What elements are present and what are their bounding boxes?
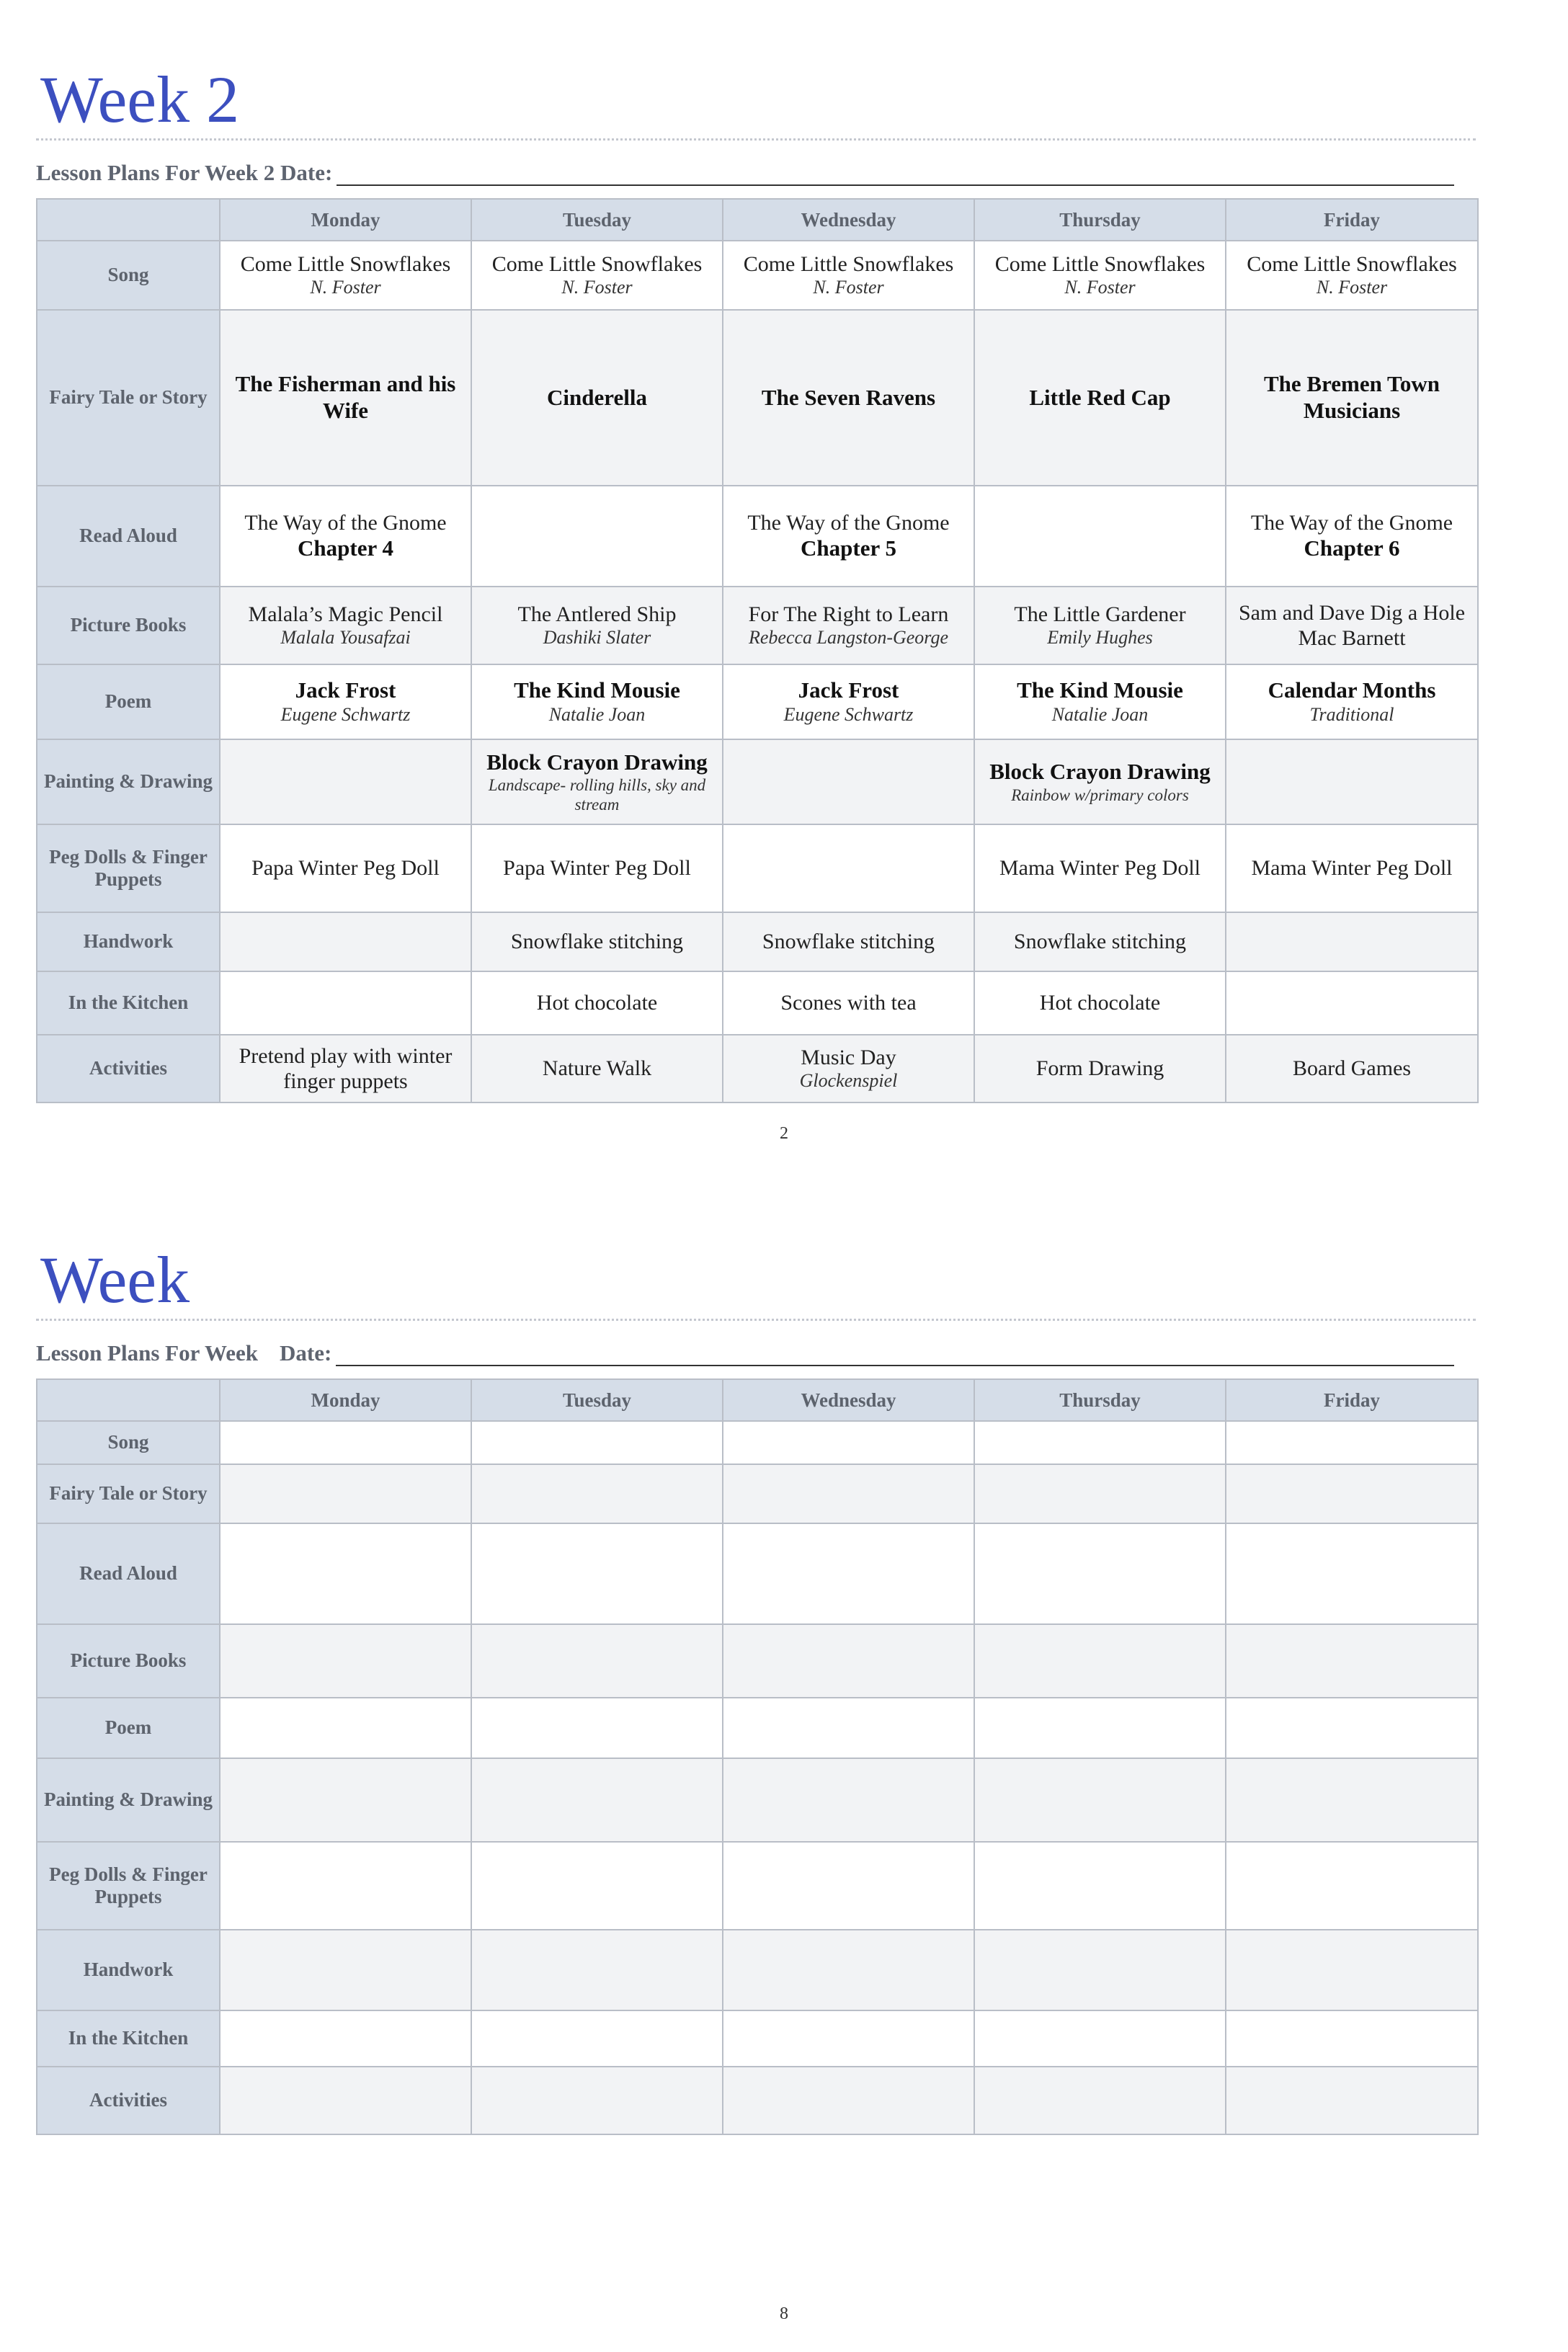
plan-cell[interactable] [220,310,471,486]
row-label: Activities [37,2067,220,2134]
empty-plan-cell[interactable] [220,1421,471,1464]
table-row [37,912,1478,971]
date-field[interactable] [337,182,1454,186]
cell-bold-text: Chapter 5 [801,535,896,561]
blank-week-page [0,1175,1568,2352]
empty-plan-cell[interactable] [220,2067,471,2134]
empty-plan-cell[interactable] [723,1842,974,1930]
empty-plan-cell[interactable] [471,2010,723,2067]
empty-plan-cell[interactable] [974,1421,1226,1464]
empty-plan-cell[interactable] [974,2067,1226,2134]
plan-cell[interactable] [974,912,1226,971]
empty-plan-cell[interactable] [1226,2067,1478,2134]
row-label: Song [37,241,220,310]
empty-plan-cell[interactable] [471,1421,723,1464]
plan-cell[interactable] [220,912,471,971]
blank-plan-label: Lesson Plans For Week [36,1340,259,1366]
cell-main-text: Come Little Snowflakes [994,251,1206,276]
plan-cell[interactable] [220,486,471,587]
blank-date-label: Date: [280,1340,332,1366]
cell-bold-text: The Kind Mousie [514,677,680,703]
cell-main-text: Hot chocolate [1039,991,1161,1015]
table-row [37,1698,1478,1758]
plan-cell[interactable] [471,310,723,486]
plan-cell[interactable] [723,912,974,971]
cell-main-text: For The Right to Learn [748,602,949,626]
cell-sub-text: N. Foster [1064,277,1136,298]
table-row [37,824,1478,912]
cell-main-text: Nature Walk [542,1056,652,1081]
plan-cell[interactable] [220,587,471,664]
table-row [37,1758,1478,1842]
cell-main-text: Snowflake stitching [1013,930,1187,954]
empty-plan-cell[interactable] [1226,1758,1478,1842]
empty-plan-cell[interactable] [471,1842,723,1930]
plan-cell[interactable] [220,971,471,1035]
cell-sub-text: Dashiki Slater [543,627,651,649]
blank-week-title: Week [40,1243,190,1317]
empty-plan-cell[interactable] [471,1758,723,1842]
week2-page [0,0,1568,1175]
empty-plan-cell[interactable] [220,1523,471,1624]
empty-plan-cell[interactable] [974,2010,1226,2067]
plan-cell[interactable] [1226,486,1478,587]
empty-plan-cell[interactable] [220,1758,471,1842]
table-row [37,310,1478,486]
plan-cell[interactable] [471,486,723,587]
empty-plan-cell[interactable] [723,1464,974,1523]
plan-cell[interactable] [1226,971,1478,1035]
table-row [37,971,1478,1035]
cell-main-text: Snowflake stitching [762,930,935,954]
empty-plan-cell[interactable] [723,1523,974,1624]
divider [36,1319,1476,1321]
cell-small-text: Landscape- rolling hills, sky and stream [488,776,706,814]
plan-cell[interactable] [974,486,1226,587]
page-number: 8 [780,2304,788,2323]
plan-cell[interactable] [471,824,723,912]
cell-sub-text: Traditional [1309,703,1394,725]
cell-bold-text: The Bremen Town Musicians [1263,371,1440,423]
plan-cell[interactable] [1226,241,1478,310]
empty-plan-cell[interactable] [220,1464,471,1523]
empty-plan-cell[interactable] [1226,1930,1478,2010]
cell-sub-text: Natalie Joan [548,703,646,725]
empty-plan-cell[interactable] [471,1523,723,1624]
cell-bold-text: Chapter 6 [1304,535,1400,561]
cell-bold-text: Jack Frost [295,677,396,703]
empty-plan-cell[interactable] [974,1698,1226,1758]
plan-cell[interactable] [471,912,723,971]
cell-main-text: Come Little Snowflakes [743,251,954,276]
table-row [37,1930,1478,2010]
plan-cell[interactable] [471,241,723,310]
blank-week-lesson-table [36,1378,1479,2135]
plan-cell[interactable] [974,310,1226,486]
plan-cell[interactable] [220,1035,471,1102]
day-header: Tuesday [471,199,723,241]
row-label: Fairy Tale or Story [37,1464,220,1523]
table-row [37,587,1478,664]
table-row [37,486,1478,587]
page-number: 2 [780,1124,788,1143]
cell-sub-text: Eugene Schwartz [783,703,914,725]
table-row [37,1035,1478,1102]
cell-main-text: Papa Winter Peg Doll [503,856,691,881]
row-label: Read Aloud [37,1523,220,1624]
empty-plan-cell[interactable] [220,1842,471,1930]
empty-plan-cell[interactable] [471,1930,723,2010]
cell-main-text: Malala’s Magic Pencil [248,602,443,626]
cell-bold-text: Chapter 4 [298,535,393,561]
empty-plan-cell[interactable] [471,1464,723,1523]
cell-main2-text: Mac Barnett [1298,626,1406,650]
row-label: Painting & Drawing [37,1758,220,1842]
plan-cell[interactable] [471,739,723,824]
plan-cell[interactable] [1226,739,1478,824]
plan-cell[interactable] [471,664,723,739]
empty-plan-cell[interactable] [1226,1523,1478,1624]
cell-bold-text: The Kind Mousie [1017,677,1183,703]
row-label: Read Aloud [37,486,220,587]
cell-main-text: Come Little Snowflakes [240,251,451,276]
cell-main-text: Board Games [1292,1056,1412,1081]
empty-plan-cell[interactable] [723,1758,974,1842]
empty-plan-cell[interactable] [220,2010,471,2067]
cell-sub-text: N. Foster [310,277,381,298]
plan-cell[interactable] [1226,664,1478,739]
empty-plan-cell[interactable] [974,1624,1226,1698]
plan-cell[interactable] [723,1035,974,1102]
cell-main-text: Scones with tea [780,991,917,1015]
empty-plan-cell[interactable] [1226,1464,1478,1523]
day-header: Tuesday [471,1379,723,1421]
cell-main-text: Pretend play with winter finger puppets [239,1043,453,1093]
cell-bold-text: Little Red Cap [1029,384,1171,410]
table-row [37,739,1478,824]
cell-main-text: Come Little Snowflakes [491,251,703,276]
table-row [37,241,1478,310]
plan-cell[interactable] [723,664,974,739]
row-label: Peg Dolls & Finger Puppets [37,1842,220,1930]
week2-plan-label: Lesson Plans For Week 2 Date: [36,160,333,185]
plan-cell[interactable] [1226,912,1478,971]
cell-sub-text: Eugene Schwartz [280,703,411,725]
blank-week-date-line [36,1337,1454,1366]
empty-plan-cell[interactable] [974,1842,1226,1930]
day-header: Wednesday [723,1379,974,1421]
cell-main-text: Sam and Dave Dig a Hole [1238,600,1466,625]
table-row [37,664,1478,739]
plan-cell[interactable] [723,486,974,587]
row-label: Picture Books [37,1624,220,1698]
empty-plan-cell[interactable] [1226,1624,1478,1698]
cell-main-text: Snowflake stitching [510,930,684,954]
plan-cell[interactable] [471,1035,723,1102]
empty-plan-cell[interactable] [723,2067,974,2134]
cell-sub-text: Emily Hughes [1047,627,1153,649]
plan-cell[interactable] [723,587,974,664]
table-row [37,2067,1478,2134]
cell-bold-text: The Fisherman and his Wife [235,371,456,423]
empty-plan-cell[interactable] [723,1698,974,1758]
day-header: Monday [220,1379,471,1421]
plan-cell[interactable] [974,824,1226,912]
plan-cell[interactable] [974,241,1226,310]
plan-cell[interactable] [1226,310,1478,486]
plan-cell[interactable] [220,739,471,824]
plan-cell[interactable] [471,587,723,664]
empty-plan-cell[interactable] [723,1624,974,1698]
row-label: Painting & Drawing [37,739,220,824]
day-header: Monday [220,199,471,241]
cell-main-text: Mama Winter Peg Doll [1251,856,1453,881]
table-row [37,1624,1478,1698]
cell-small-text: Rainbow w/primary colors [1011,785,1189,804]
cell-bold-text: Calendar Months [1268,677,1436,703]
empty-plan-cell[interactable] [974,1758,1226,1842]
empty-plan-cell[interactable] [974,1464,1226,1523]
empty-plan-cell[interactable] [471,1624,723,1698]
row-label: In the Kitchen [37,2010,220,2067]
cell-sub-text: Glockenspiel [799,1070,898,1092]
plan-cell[interactable] [974,739,1226,824]
row-label: In the Kitchen [37,971,220,1035]
empty-plan-cell[interactable] [1226,1698,1478,1758]
plan-cell[interactable] [974,1035,1226,1102]
cell-main-text: Papa Winter Peg Doll [251,856,440,881]
divider [36,138,1476,141]
empty-plan-cell[interactable] [471,2067,723,2134]
date-field[interactable] [336,1362,1454,1366]
header-row [37,199,1478,241]
plan-cell[interactable] [974,971,1226,1035]
plan-cell[interactable] [1226,587,1478,664]
plan-cell[interactable] [471,971,723,1035]
empty-plan-cell[interactable] [723,2010,974,2067]
cell-main-text: The Way of the Gnome [1250,511,1453,535]
week2-date-line [36,157,1454,186]
table-row [37,1421,1478,1464]
row-label: Song [37,1421,220,1464]
cell-main-text: The Way of the Gnome [244,511,447,535]
week2-lesson-table [36,198,1479,1103]
day-header: Thursday [974,199,1226,241]
empty-plan-cell[interactable] [471,1698,723,1758]
plan-cell[interactable] [723,824,974,912]
day-header: Friday [1226,199,1478,241]
empty-plan-cell[interactable] [220,1930,471,2010]
corner-cell [37,199,220,241]
cell-sub-text: N. Foster [561,277,633,298]
plan-cell[interactable] [220,241,471,310]
plan-cell[interactable] [974,587,1226,664]
empty-plan-cell[interactable] [220,1698,471,1758]
empty-plan-cell[interactable] [723,1421,974,1464]
cell-bold-text: Jack Frost [798,677,899,703]
plan-cell[interactable] [723,310,974,486]
row-label: Handwork [37,1930,220,2010]
row-label: Fairy Tale or Story [37,310,220,486]
cell-sub-text: Malala Yousafzai [280,627,411,649]
row-label: Poem [37,664,220,739]
row-label: Picture Books [37,587,220,664]
plan-cell[interactable] [723,739,974,824]
cell-bold-text: Cinderella [547,384,647,410]
cell-bold-text: The Seven Ravens [761,384,936,410]
row-label: Poem [37,1698,220,1758]
plan-cell[interactable] [220,664,471,739]
table-row [37,1523,1478,1624]
cell-main-text: Music Day [801,1045,896,1069]
header-row [37,1379,1478,1421]
cell-sub-text: Rebecca Langston-George [748,627,948,649]
table-row [37,1842,1478,1930]
cell-main-text: Mama Winter Peg Doll [999,856,1201,881]
table-row [37,2010,1478,2067]
cell-bold-text: Block Crayon Drawing [989,759,1211,785]
empty-plan-cell[interactable] [1226,2010,1478,2067]
cell-sub-text: Natalie Joan [1051,703,1149,725]
cell-main-text: The Little Gardener [1014,602,1186,626]
empty-plan-cell[interactable] [1226,1842,1478,1930]
empty-plan-cell[interactable] [723,1930,974,2010]
day-header: Friday [1226,1379,1478,1421]
cell-sub-text: N. Foster [1316,277,1388,298]
empty-plan-cell[interactable] [220,1624,471,1698]
week2-title: Week 2 [40,63,240,136]
empty-plan-cell[interactable] [974,1930,1226,2010]
day-header: Thursday [974,1379,1226,1421]
plan-cell[interactable] [974,664,1226,739]
cell-bold-text: Block Crayon Drawing [486,749,708,775]
plan-cell[interactable] [723,241,974,310]
empty-plan-cell[interactable] [974,1523,1226,1624]
day-header: Wednesday [723,199,974,241]
row-label: Handwork [37,912,220,971]
plan-cell[interactable] [723,971,974,1035]
cell-main-text: Hot chocolate [536,991,658,1015]
cell-main-text: The Antlered Ship [517,602,677,626]
corner-cell [37,1379,220,1421]
row-label: Activities [37,1035,220,1102]
plan-cell[interactable] [220,824,471,912]
plan-cell[interactable] [1226,824,1478,912]
table-row [37,1464,1478,1523]
cell-main-text: Come Little Snowflakes [1247,251,1457,276]
row-label: Peg Dolls & Finger Puppets [37,824,220,912]
empty-plan-cell[interactable] [1226,1421,1478,1464]
cell-sub-text: N. Foster [813,277,884,298]
plan-cell[interactable] [1226,1035,1478,1102]
cell-main-text: The Way of the Gnome [747,511,950,535]
cell-main-text: Form Drawing [1035,1056,1164,1081]
